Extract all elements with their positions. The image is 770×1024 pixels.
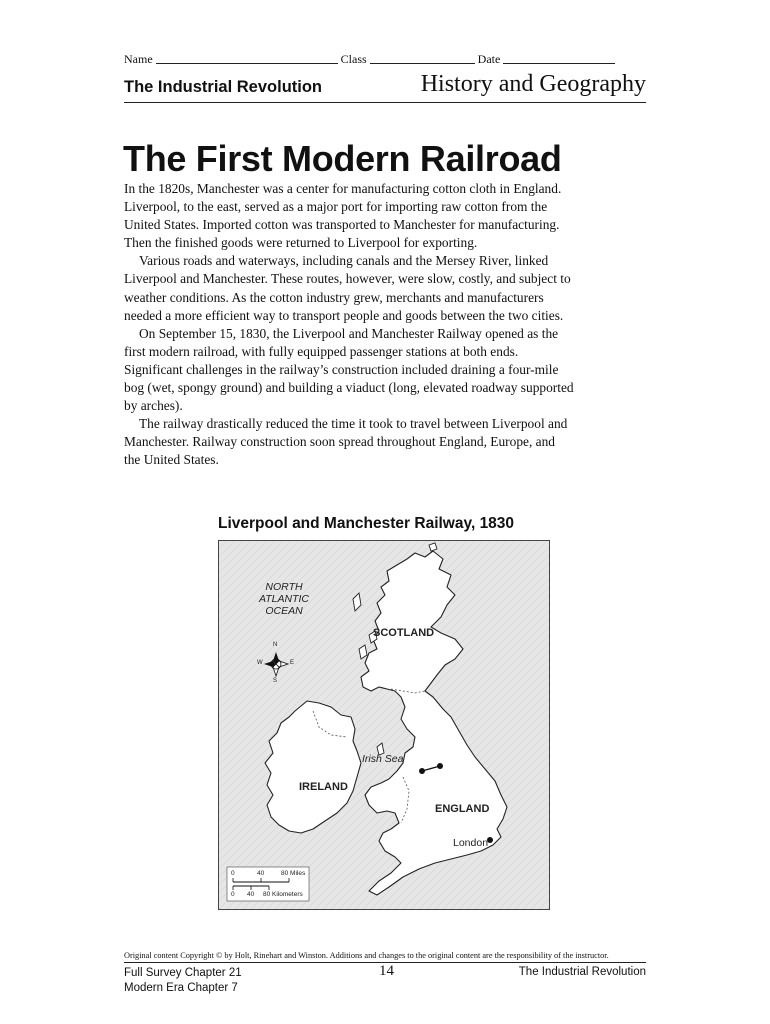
page-number: 14 xyxy=(379,963,394,979)
class-blank xyxy=(370,53,475,64)
map-figure xyxy=(218,540,550,910)
island xyxy=(429,543,437,551)
chapter-info xyxy=(124,966,242,996)
ocean-label-line: NORTH xyxy=(265,581,303,593)
england-label: ENGLAND xyxy=(435,803,490,815)
irish-sea-label: Irish Sea xyxy=(362,753,404,765)
scotland-label: SCOTLAND xyxy=(373,627,435,639)
page-title: The First Modern Railroad xyxy=(123,138,562,179)
paragraph: In the 1820s, Manchester was a center for manufacturing cotton cloth in England. Liverpool, to the east, served as a major port for importing raw cotton from the United States. Imported cotton was transported to Manchester for manufacturing. Then the finished goods were returned to Liverpool for exporting. xyxy=(124,181,562,251)
unit-title: The Industrial Revolution xyxy=(124,78,323,96)
date-label: Date xyxy=(477,52,501,66)
name-blank xyxy=(156,53,338,64)
scale-km-0: 0 xyxy=(231,891,235,898)
scale-km-40: 40 xyxy=(247,891,255,898)
scale-miles-80: 80 Miles xyxy=(281,870,306,877)
paragraph: On September 15, 1830, the Liverpool and Manchester Railway opened as the first modern railroad, with fully equipped passenger stations at both ends. Significant challenges in the railway’s construction included draining a four-mile bog (wet, spongy ground) and building a viaduct (long, elevated roadway supported by arches). xyxy=(124,325,574,414)
paragraph: Various roads and waterways, including canals and the Mersey River, linked Liverpool and Manchester. These routes, however, were slow, costly, and subject to weather conditions. As the cotton industry grew, merchants and manufacturers needed a more efficient way to transport people and goods between the two cities. xyxy=(124,253,571,323)
map-title: Liverpool and Manchester Railway, 1830 xyxy=(218,515,515,532)
scale-km-80: 80 Kilometers xyxy=(263,891,303,898)
london-label: London xyxy=(453,837,489,849)
compass-west: W xyxy=(257,660,263,666)
ireland-label: IRELAND xyxy=(299,781,348,793)
footer-unit-title: The Industrial Revolution xyxy=(518,966,646,978)
ocean-label-line: OCEAN xyxy=(265,605,303,617)
unit-header xyxy=(124,70,646,103)
compass-north: N xyxy=(273,642,278,648)
copyright-notice: Original content Copyright © by Holt, Rinehart and Winston. Additions and changes to the original content are the responsibility of the instructor. xyxy=(124,951,609,960)
scale-miles-0: 0 xyxy=(231,870,235,877)
manchester-dot xyxy=(437,763,443,769)
paragraph: The railway drastically reduced the time it took to travel between Liverpool and Manchester. Railway construction soon spread throughout England, Europe, and the United States. xyxy=(124,416,568,468)
chapter-line: Full Survey Chapter 21 xyxy=(124,967,242,979)
scale-miles-40: 40 xyxy=(257,870,265,877)
ocean-label xyxy=(259,581,309,617)
name-label: Name xyxy=(124,52,153,66)
class-label: Class xyxy=(340,52,367,66)
compass-south: S xyxy=(273,678,278,684)
chapter-line: Modern Era Chapter 7 xyxy=(124,982,238,994)
student-info-line xyxy=(124,52,646,67)
reading-passage xyxy=(124,180,574,470)
compass-east: E xyxy=(290,660,295,666)
liverpool-dot xyxy=(419,768,425,774)
ocean-label-line: ATLANTIC xyxy=(259,593,309,605)
date-blank xyxy=(503,53,615,64)
subject-title: History and Geography xyxy=(420,71,646,97)
